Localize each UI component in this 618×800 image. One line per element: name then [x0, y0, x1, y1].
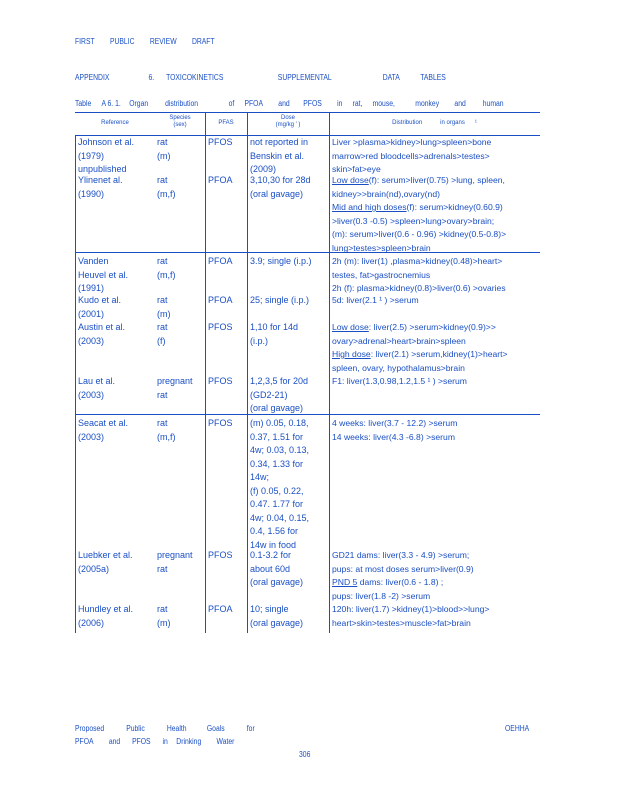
ref-cell: Johnson et al. (1979) unpublished [78, 137, 135, 174]
ref-cell: Kudo et al. (2001) [78, 295, 122, 319]
species-cell: rat (f) [157, 322, 168, 346]
header-divider [205, 113, 206, 135]
ref-cell: Luebker et al. (2005a) [78, 550, 133, 574]
footer-title-line-1: Proposed Public Health Goals for [75, 724, 255, 733]
species-cell: rat (m,f) [157, 418, 176, 442]
pfas-cell: PFOA [208, 256, 233, 266]
footer-agency: OEHHA [505, 724, 530, 733]
ref-cell: Vanden Heuvel et al. (1991) [78, 256, 129, 293]
footer-title-line-2: PFOA and PFOS in Drinking Water [75, 737, 235, 746]
col-divider [247, 136, 248, 633]
distribution-cell: Low dose(f): serum>liver(0.75) >lung, spleen, kidney>>brain(nd),ovary(nd) Mid and high doses(f): serum>kidney(0.60.9) >liver(0.3 -0.5) >spleen>lung>ovary>brain; (m): serum>liver(0.6 - 0.96) >kidney(0.5-0.8)> lung>testes>spleen>brain [332, 175, 507, 253]
data-table [75, 136, 540, 633]
page-number: 306 [299, 750, 311, 759]
header-divider [247, 113, 248, 135]
col-divider [329, 136, 330, 633]
pfas-cell: PFOS [208, 550, 233, 560]
dose-cell: 0.1-3.2 for about 60d (oral gavage) [250, 550, 304, 587]
distribution-cell: Liver >plasma>kidney>lung>spleen>bone marrow>red bloodcells>adrenals>testes> skin>fat>eye [332, 137, 492, 174]
col-species [155, 115, 205, 129]
dose-cell: 1,10 for 14d (i.p.) [250, 322, 299, 346]
col-reference: Reference [101, 120, 129, 126]
pfas-cell: PFOA [208, 604, 233, 614]
pfas-cell: PFOS [208, 137, 233, 147]
col-pfas: PFAS [218, 120, 234, 126]
ref-cell: Seacat et al. (2003) [78, 418, 129, 442]
col-distribution: Distribution in organs ¹ [392, 120, 477, 126]
col-dose-unit: (mg/kg ' ) [275, 122, 301, 128]
dose-cell: 3.9; single (i.p.) [250, 256, 312, 266]
col-dose [247, 115, 329, 129]
distribution-cell: F1: liver(1.3,0.98,1.2,1.5 ¹ ) >serum [332, 376, 467, 386]
species-cell: rat (m,f) [157, 175, 176, 199]
dose-cell: 3,10,30 for 28d (oral gavage) [250, 175, 311, 199]
pfas-cell: PFOA [208, 175, 233, 185]
species-cell: rat (m) [157, 137, 171, 161]
distribution-cell: 120h: liver(1.7) >kidney(1)>blood>>lung> heart>skin>testes>muscle>fat>brain [332, 604, 490, 628]
distribution-cell: Low dose: liver(2.5) >serum>kidney(0.9)>> ovary>adrenal>heart>brain>spleen High dose: liver(2.1) >serum,kidney(1)>heart> spleen, ovary, hypothalamus>brain [332, 322, 508, 373]
table-header [75, 112, 540, 136]
species-cell: rat (m) [157, 295, 171, 319]
col-dose-label: Dose [280, 115, 295, 121]
col-species-label: Species [169, 115, 191, 121]
ref-cell: Hundley et al. (2006) [78, 604, 134, 628]
col-divider [205, 136, 206, 633]
col-divider [75, 136, 76, 633]
ref-cell: Austin et al. (2003) [78, 322, 126, 346]
ref-cell: Ylinenet al. (1990) [78, 175, 123, 199]
table-caption: Table A 6. 1. Organ distribution of PFOA and PFOS in rat, mouse, monkey and human [75, 99, 504, 108]
dose-cell: (m) 0.05, 0.18, 0.37, 1.51 for 4w; 0.03, 0.13, 0.34, 1.33 for 14w; (f) 0.05, 0.22, 0.47. 1.77 for 4w; 0.04, 0.15, 0.4, 1.56 for 14w in food [250, 418, 310, 550]
dose-cell: 1,2,3,5 for 20d (GD2-21) (oral gavage) [250, 376, 309, 413]
pfas-cell: PFOA [208, 295, 233, 305]
species-cell: rat (m) [157, 604, 171, 628]
distribution-cell: 5d: liver(2.1 ¹ ) >serum [332, 295, 419, 305]
distribution-cell: GD21 dams: liver(3.3 - 4.9) >serum; pups: at most doses serum>liver(0.9) PND 5 dams: liver(0.6 - 1.8) ; pups: liver(1.8 -2) >serum [332, 550, 474, 601]
dose-cell: 25; single (i.p.) [250, 295, 310, 305]
dose-cell: 10; single (oral gavage) [250, 604, 304, 628]
species-cell: pregnant rat [157, 376, 193, 400]
pfas-cell: PFOS [208, 322, 233, 332]
dose-cell: not reported in Benskin et al. (2009) [250, 137, 309, 174]
distribution-cell: 4 weeks: liver(3.7 - 12.2) >serum 14 weeks: liver(4.3 -6.8) >serum [332, 418, 458, 442]
draft-banner: FIRST PUBLIC REVIEW DRAFT [75, 37, 215, 46]
pfas-cell: PFOS [208, 418, 233, 428]
header-divider [329, 113, 330, 135]
species-cell: rat (m,f) [157, 256, 176, 280]
col-sex-label: (sex) [173, 122, 187, 128]
distribution-cell: 2h (m): liver(1) ,plasma>kidney(0.48)>heart> testes, fat>gastrocnemius 2h (f): plasma>kidney(0.8)>liver(0.6) >ovaries [332, 256, 506, 293]
species-cell: pregnant rat [157, 550, 193, 574]
ref-cell: Lau et al. (2003) [78, 376, 116, 400]
pfas-cell: PFOS [208, 376, 233, 386]
appendix-title: APPENDIX 6. TOXICOKINETICS SUPPLEMENTAL DATA TABLES [75, 73, 446, 82]
